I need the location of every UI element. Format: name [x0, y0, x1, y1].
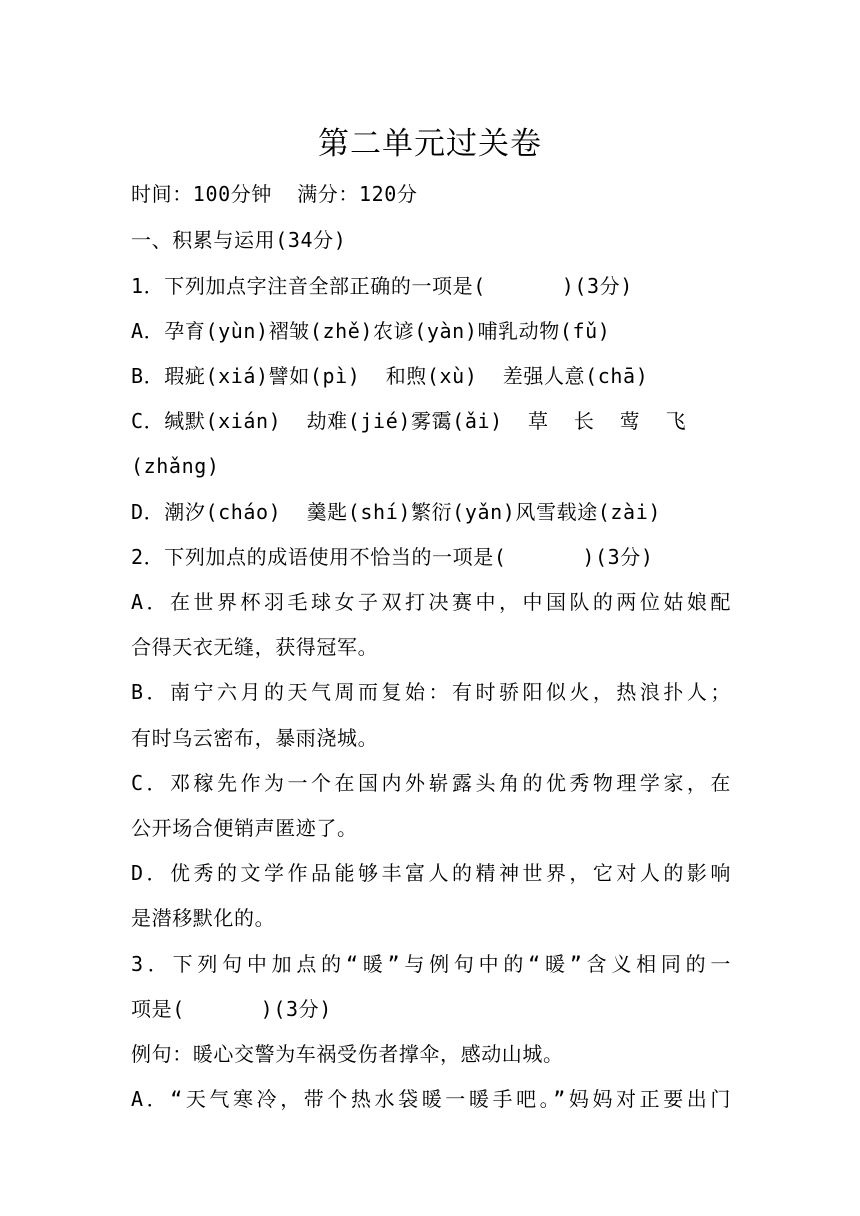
question-2-option-b: B．南宁六月的天气周而复始：有时骄阳似火，热浪扑人；	[131, 680, 731, 704]
question-3-stem: 3．下列句中加点的“暖”与例句中的“暖”含义相同的一	[131, 952, 731, 976]
page-title: 第二单元过关卷	[318, 126, 542, 162]
question-2-option-d-cont: 是潜移默化的。	[131, 906, 276, 930]
exam-time-score: 时间：100分钟 满分：120分	[131, 182, 418, 206]
question-1-stem: 1．下列加点字注音全部正确的一项是( )(3分)	[131, 274, 633, 298]
question-2-option-b-cont: 有时乌云密布，暴雨浇城。	[131, 726, 379, 750]
question-1-option-c-cont: (zhǎng)	[131, 454, 220, 478]
question-1-option-b: B．瑕疵(xiá)譬如(pì) 和煦(xù) 差强人意(chā)	[131, 364, 649, 388]
question-3-example: 例句：暖心交警为车祸受伤者撑伞，感动山城。	[131, 1042, 564, 1066]
question-3-option-a: A．“天气寒冷，带个热水袋暖一暖手吧。”妈妈对正要出门	[131, 1087, 731, 1111]
question-2-option-c: C．邓稼先作为一个在国内外崭露头角的优秀物理学家，在	[131, 771, 731, 795]
question-2-option-a: A．在世界杯羽毛球女子双打决赛中，中国队的两位姑娘配	[131, 590, 731, 614]
question-1-option-a: A．孕育(yùn)褶皱(zhě)农谚(yàn)哺乳动物(fǔ)	[131, 319, 611, 343]
question-3-stem-cont: 项是( )(3分)	[131, 997, 332, 1021]
question-2-option-c-cont: 公开场合便销声匿迹了。	[131, 816, 358, 840]
question-1-option-c: C．缄默(xián) 劫难(jié)雾霭(ǎi) 草 长 莺 飞	[131, 409, 687, 433]
question-2-stem: 2．下列加点的成语使用不恰当的一项是( )(3分)	[131, 545, 654, 569]
question-2-option-d: D．优秀的文学作品能够丰富人的精神世界，它对人的影响	[131, 861, 731, 885]
question-1-option-d: D．潮汐(cháo) 羹匙(shí)繁衍(yǎn)风雪载途(zài)	[131, 500, 661, 524]
section-heading: 一、积累与运用(34分)	[131, 228, 347, 252]
question-2-option-a-cont: 合得天衣无缝，获得冠军。	[131, 635, 379, 659]
